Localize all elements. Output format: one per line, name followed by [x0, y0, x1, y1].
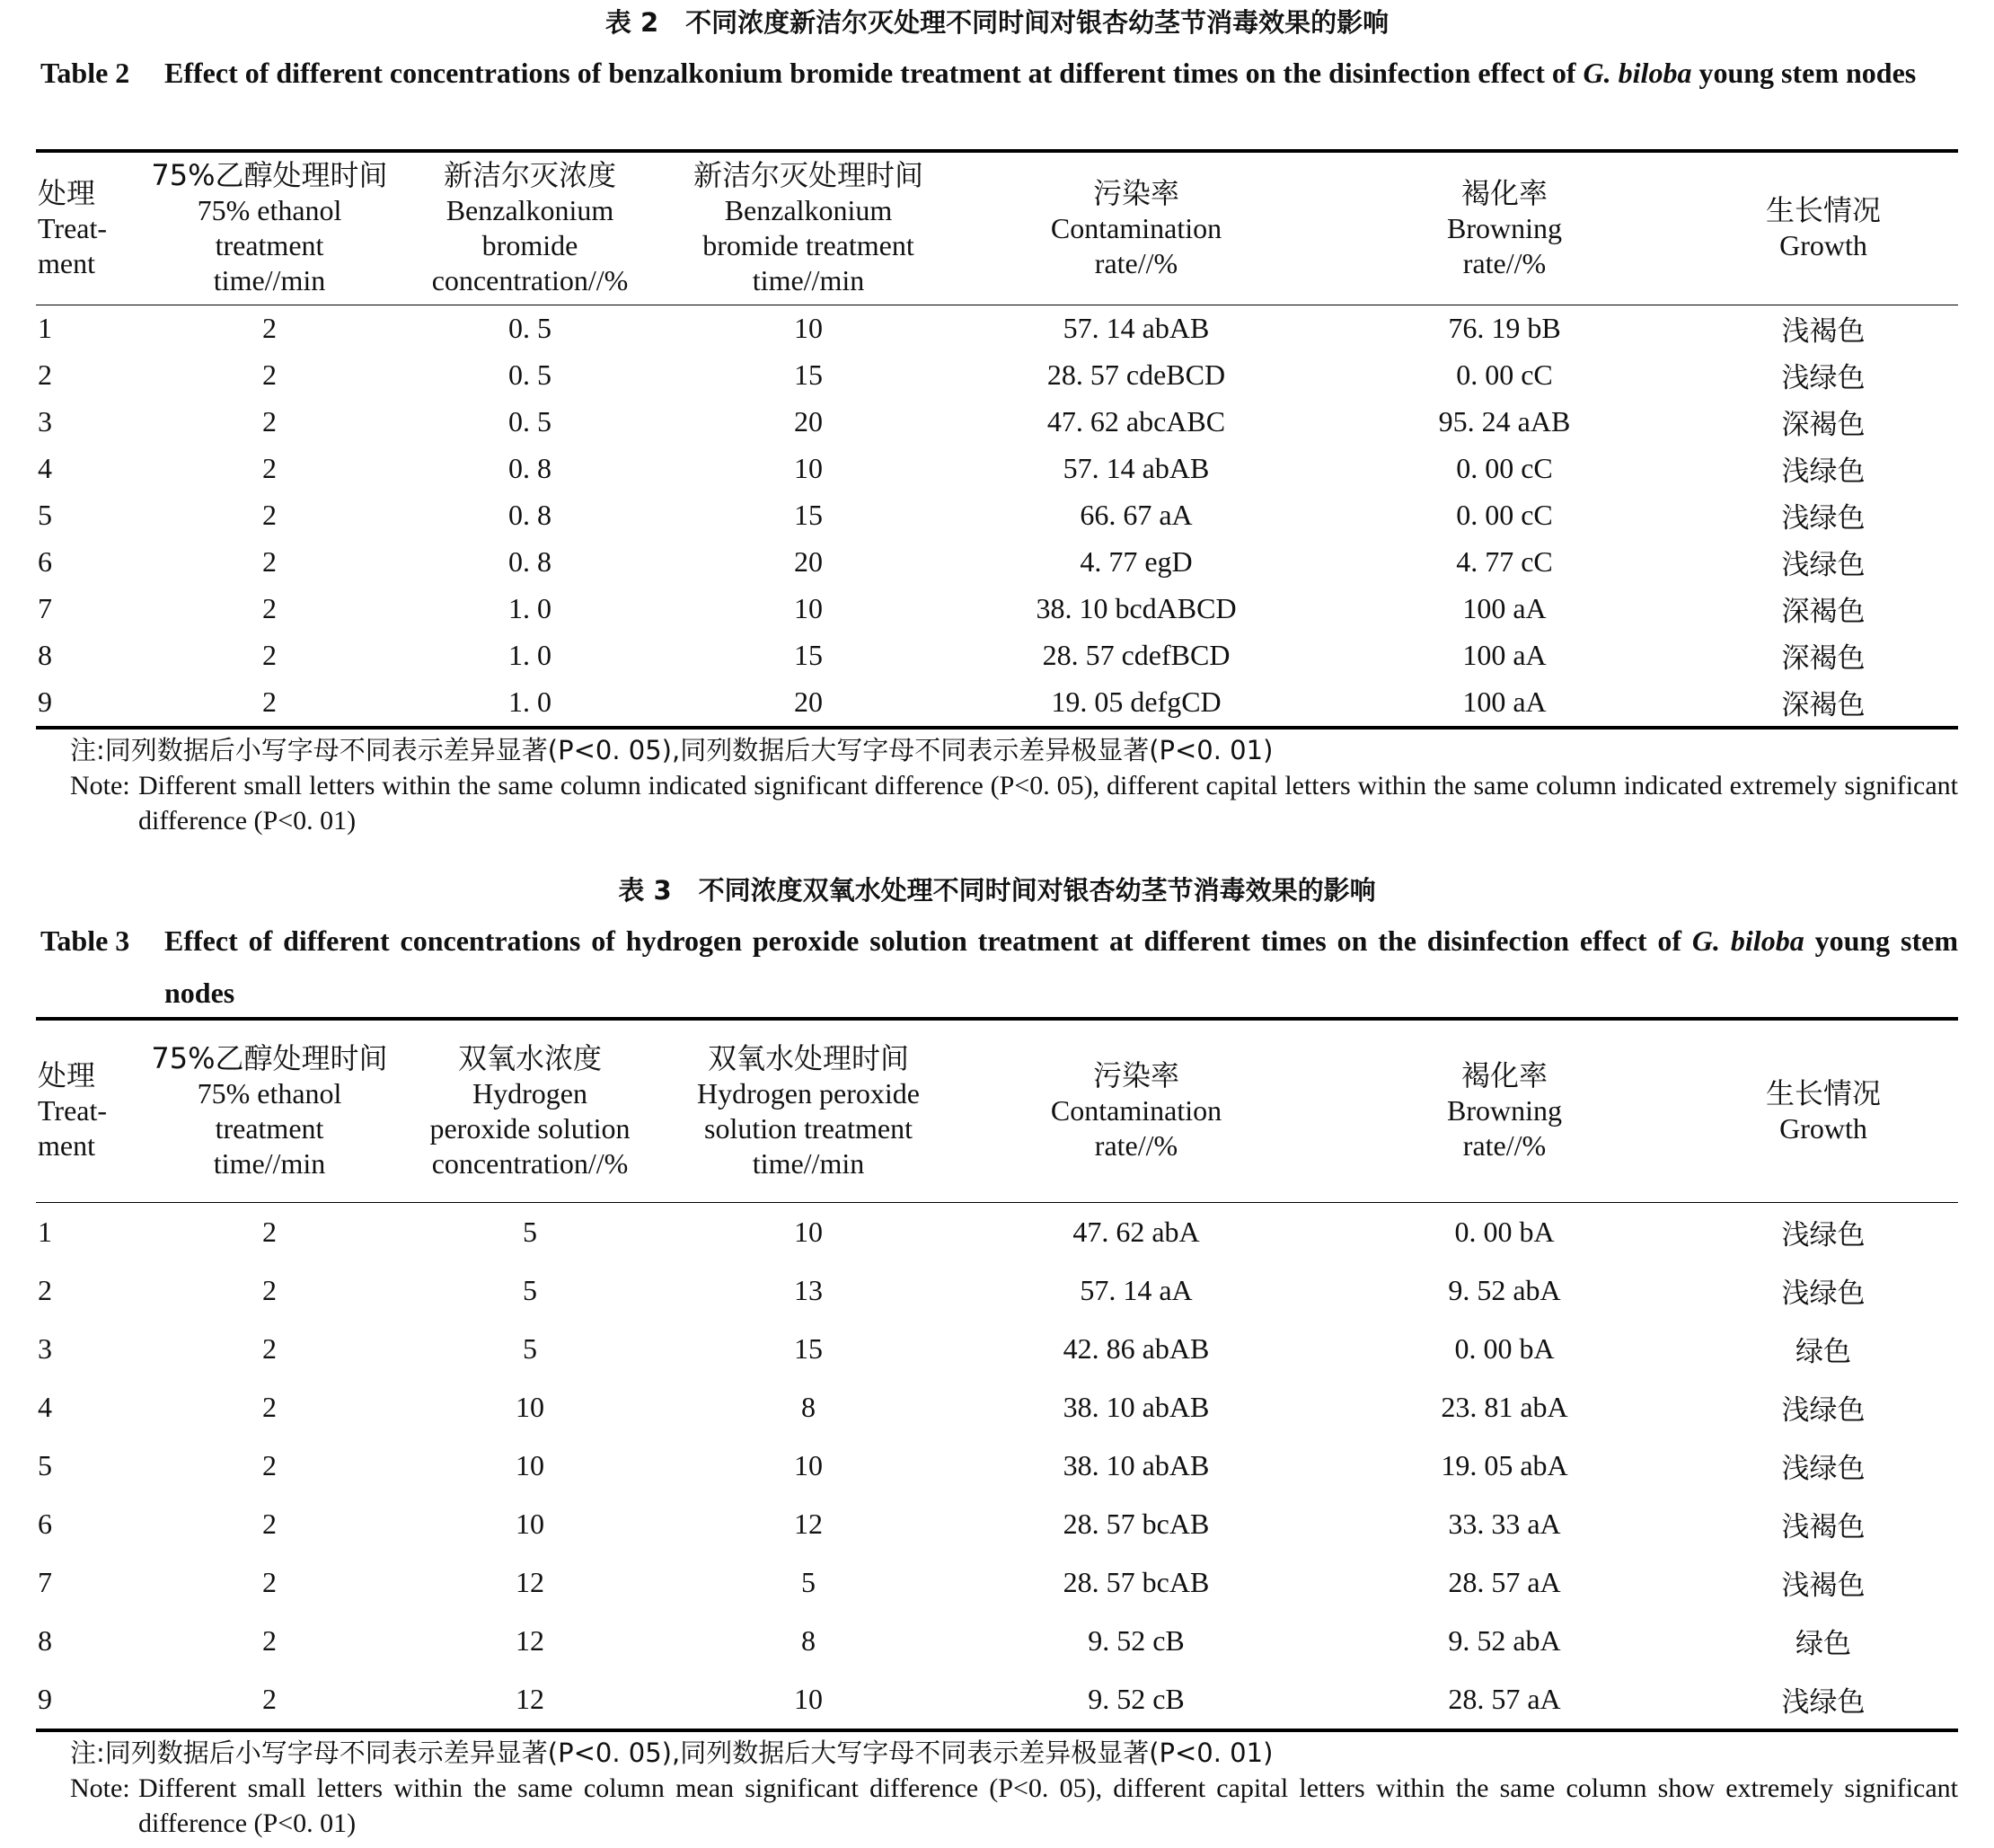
cell-concentration: 5	[523, 1331, 537, 1365]
cell-treatment: 6	[38, 545, 52, 578]
cell-contamination-rate: 38. 10 abAB	[1063, 1390, 1210, 1423]
note-label: Note:	[70, 1773, 130, 1803]
cell-treatment: 8	[38, 1623, 52, 1657]
cell-concentration: 12	[516, 1623, 544, 1657]
header-line: Browning	[1447, 1094, 1562, 1127]
cell-treatment-time: 20	[794, 685, 823, 718]
cell-ethanol-time: 2	[262, 499, 277, 531]
header-line: rate//%	[1462, 246, 1547, 279]
header-line: 新洁尔灭处理时间	[693, 158, 923, 193]
header-line: Contamination	[1050, 211, 1222, 244]
cell-ethanol-time: 2	[262, 452, 277, 484]
header-line: time//min	[213, 1146, 326, 1180]
cell-treatment-time: 8	[801, 1390, 816, 1423]
cell-ethanol-time: 2	[262, 312, 277, 344]
header-line: 新洁尔灭浓度	[443, 158, 616, 193]
header-line: time//min	[752, 1146, 865, 1180]
note-label: Note:	[70, 770, 130, 800]
cell-browning-rate: 100 aA	[1462, 592, 1547, 624]
cell-growth: 浅绿色	[1781, 1452, 1866, 1485]
table-2-note	[36, 733, 1958, 838]
header-line: ment	[38, 1129, 95, 1163]
species-name: G. biloba	[1691, 924, 1804, 957]
cell-growth: 浅绿色	[1781, 502, 1866, 535]
cell-treatment: 5	[38, 499, 52, 531]
header-line: Benzalkonium	[446, 194, 614, 227]
header-line: Hydrogen peroxide	[697, 1076, 920, 1110]
cell-growth: 浅绿色	[1781, 1393, 1866, 1427]
table-3-section	[36, 868, 1958, 1841]
cell-growth: 浅绿色	[1781, 549, 1866, 581]
table-body	[36, 305, 1958, 728]
header-growth	[1689, 151, 1958, 305]
cell-treatment: 6	[38, 1507, 52, 1540]
cell-ethanol-time: 2	[262, 1565, 277, 1598]
header-line: 生长情况	[1765, 1075, 1881, 1110]
table-row	[36, 352, 1958, 399]
cell-treatment-time: 13	[794, 1273, 823, 1306]
cell-treatment: 7	[38, 1565, 52, 1598]
table-row	[36, 305, 1958, 352]
table-row	[36, 1378, 1958, 1437]
header-line: ment	[38, 246, 95, 279]
header-concentration	[395, 1019, 665, 1202]
cell-contamination-rate: 57. 14 aA	[1080, 1273, 1193, 1306]
table-2-section	[36, 0, 1958, 838]
table-2-chinese-label: 表 2	[604, 7, 659, 38]
cell-treatment-time: 10	[794, 312, 823, 344]
cell-browning-rate: 19. 05 abA	[1441, 1448, 1568, 1481]
cell-concentration: 0. 5	[508, 358, 551, 391]
cell-treatment: 9	[38, 1682, 52, 1715]
cell-browning-rate: 33. 33 aA	[1448, 1507, 1561, 1540]
cell-growth: 浅绿色	[1781, 1218, 1866, 1251]
cell-browning-rate: 0. 00 cC	[1456, 358, 1553, 391]
header-line: Treat-	[38, 1094, 108, 1127]
table-row	[36, 1612, 1958, 1670]
cell-contamination-rate: 57. 14 abAB	[1063, 312, 1210, 344]
table-body	[36, 1202, 1958, 1730]
cell-ethanol-time: 2	[262, 685, 277, 718]
cell-treatment-time: 15	[794, 358, 823, 391]
table-row	[36, 679, 1958, 728]
table-row	[36, 632, 1958, 679]
header-line: solution treatment	[704, 1111, 913, 1145]
header-line: 75%乙醇处理时间	[151, 158, 388, 193]
cell-concentration: 12	[516, 1565, 544, 1598]
header-contamination-rate	[952, 1019, 1320, 1202]
header-line: 生长情况	[1765, 193, 1881, 228]
header-line: treatment	[215, 229, 324, 262]
header-ethanol-time	[144, 151, 395, 305]
cell-treatment: 4	[38, 452, 52, 484]
table-row	[36, 492, 1958, 539]
cell-ethanol-time: 2	[262, 1215, 277, 1248]
header-line: 褐化率	[1460, 1058, 1548, 1093]
header-line: Growth	[1779, 229, 1867, 262]
header-line: 褐化率	[1460, 175, 1548, 210]
cell-contamination-rate: 28. 57 bcAB	[1063, 1565, 1210, 1598]
cell-ethanol-time: 2	[262, 1507, 277, 1540]
cell-treatment-time: 10	[794, 452, 823, 484]
cell-ethanol-time: 2	[262, 405, 277, 438]
header-line: rate//%	[1094, 246, 1178, 279]
header-line: 处理	[38, 1058, 96, 1093]
cell-treatment: 3	[38, 1331, 52, 1365]
cell-growth: 浅绿色	[1781, 1277, 1866, 1310]
header-line: Hydrogen	[472, 1076, 587, 1110]
table-3-english-label: Table 3	[40, 924, 130, 957]
table-2-english-label: Table 2	[40, 57, 130, 89]
table-header-row	[36, 151, 1958, 305]
cell-ethanol-time: 2	[262, 1682, 277, 1715]
table-row	[36, 1553, 1958, 1612]
cell-treatment: 8	[38, 639, 52, 671]
note-english	[36, 768, 1958, 838]
cell-browning-rate: 9. 52 abA	[1448, 1623, 1561, 1657]
table-row	[36, 1437, 1958, 1495]
header-line: Browning	[1447, 211, 1562, 244]
table-2-chinese-caption	[36, 0, 1958, 45]
table-3-chinese-title: 不同浓度双氧水处理不同时间对银杏幼茎节消毒效果的影响	[698, 875, 1376, 906]
cell-growth: 深褐色	[1781, 409, 1866, 441]
cell-concentration: 5	[523, 1273, 537, 1306]
header-line: Growth	[1779, 1111, 1867, 1145]
cell-contamination-rate: 47. 62 abcABC	[1046, 405, 1226, 438]
header-ethanol-time	[144, 1019, 395, 1202]
cell-treatment-time: 15	[794, 639, 823, 671]
header-browning-rate	[1320, 151, 1689, 305]
header-line: 双氧水处理时间	[707, 1040, 909, 1075]
header-line: Benzalkonium	[724, 194, 893, 227]
cell-treatment: 2	[38, 358, 52, 391]
cell-treatment: 9	[38, 685, 52, 718]
cell-treatment-time: 15	[794, 1331, 823, 1365]
header-line: 双氧水浓度	[457, 1040, 602, 1075]
cell-browning-rate: 0. 00 cC	[1456, 452, 1553, 484]
cell-growth: 浅绿色	[1781, 1685, 1866, 1719]
cell-treatment-time: 8	[801, 1623, 816, 1657]
cell-concentration: 5	[523, 1215, 537, 1248]
cell-browning-rate: 28. 57 aA	[1448, 1682, 1561, 1715]
species-name: G. biloba	[1583, 57, 1692, 89]
table-3	[36, 1017, 1958, 1732]
header-line: 污染率	[1092, 175, 1179, 210]
cell-treatment-time: 20	[794, 545, 823, 578]
header-treatment	[36, 151, 144, 305]
cell-treatment: 1	[38, 1215, 52, 1248]
title-text: Effect of different concentrations of benzalkonium bromide treatment at different times on the disinfection effect of	[164, 57, 1584, 89]
table-3-note	[36, 1736, 1958, 1841]
cell-browning-rate: 100 aA	[1462, 639, 1547, 671]
cell-ethanol-time: 2	[262, 545, 277, 578]
table-row	[36, 586, 1958, 632]
cell-contamination-rate: 66. 67 aA	[1080, 499, 1193, 531]
table-3-chinese-caption	[36, 868, 1958, 913]
cell-contamination-rate: 9. 52 cB	[1088, 1682, 1185, 1715]
table-row	[36, 1495, 1958, 1553]
cell-browning-rate: 28. 57 aA	[1448, 1565, 1561, 1598]
cell-treatment-time: 10	[794, 592, 823, 624]
header-contamination-rate	[952, 151, 1320, 305]
cell-contamination-rate: 42. 86 abAB	[1063, 1331, 1210, 1365]
cell-growth: 绿色	[1795, 1335, 1851, 1368]
header-line: rate//%	[1094, 1129, 1178, 1163]
cell-browning-rate: 100 aA	[1462, 685, 1547, 718]
table-header-row	[36, 1019, 1958, 1202]
table-row	[36, 1320, 1958, 1378]
title-text: young stem nodes	[1691, 57, 1917, 89]
cell-growth: 浅绿色	[1781, 362, 1866, 394]
header-line: 75%乙醇处理时间	[151, 1040, 388, 1075]
cell-treatment-time: 10	[794, 1215, 823, 1248]
header-line: bromide treatment	[702, 229, 914, 262]
header-treatment-time	[665, 1019, 952, 1202]
cell-growth: 绿色	[1795, 1627, 1851, 1660]
cell-contamination-rate: 57. 14 abAB	[1063, 452, 1210, 484]
header-line: peroxide solution	[429, 1111, 631, 1145]
header-line: Treat-	[38, 211, 108, 244]
cell-concentration: 1. 0	[508, 685, 551, 718]
cell-ethanol-time: 2	[262, 1273, 277, 1306]
cell-contamination-rate: 28. 57 cdefBCD	[1042, 639, 1231, 671]
cell-browning-rate: 4. 77 cC	[1456, 545, 1553, 578]
cell-growth: 浅褐色	[1781, 1569, 1866, 1602]
title-text: young stem nodes	[164, 924, 1959, 1009]
cell-concentration: 0. 5	[508, 405, 551, 438]
header-line: 处理	[38, 175, 96, 210]
cell-concentration: 10	[516, 1448, 544, 1481]
cell-browning-rate: 0. 00 cC	[1456, 499, 1553, 531]
cell-growth: 浅褐色	[1781, 315, 1866, 348]
header-browning-rate	[1320, 1019, 1689, 1202]
header-line: 75% ethanol	[197, 194, 342, 227]
header-line: bromide	[481, 229, 578, 262]
cell-contamination-rate: 38. 10 bcdABCD	[1036, 592, 1237, 624]
cell-browning-rate: 23. 81 abA	[1441, 1390, 1568, 1423]
cell-contamination-rate: 47. 62 abA	[1072, 1215, 1200, 1248]
note-chinese: 注:同列数据后小写字母不同表示差异显著(P<0. 05),同列数据后大写字母不同表示差异极显著(P<0. 01)	[70, 734, 1274, 765]
cell-treatment: 1	[38, 312, 52, 344]
cell-concentration: 0. 8	[508, 452, 551, 484]
cell-concentration: 12	[516, 1682, 544, 1715]
header-line: time//min	[752, 264, 865, 297]
cell-ethanol-time: 2	[262, 1390, 277, 1423]
cell-treatment: 2	[38, 1273, 52, 1306]
cell-treatment-time: 5	[801, 1565, 816, 1598]
header-treatment	[36, 1019, 144, 1202]
cell-treatment-time: 10	[794, 1682, 823, 1715]
note-text: Different small letters within the same column mean significant difference (P<0. 05), different capital letters within the same column show extremely significant difference (P<0. 01)	[138, 1773, 1958, 1838]
header-concentration	[395, 151, 665, 305]
cell-treatment: 5	[38, 1448, 52, 1481]
header-line: 污染率	[1092, 1058, 1179, 1093]
cell-contamination-rate: 38. 10 abAB	[1063, 1448, 1210, 1481]
cell-concentration: 0. 8	[508, 545, 551, 578]
note-english	[36, 1771, 1958, 1841]
cell-treatment-time: 15	[794, 499, 823, 531]
table-row	[36, 1202, 1958, 1261]
cell-ethanol-time: 2	[262, 1331, 277, 1365]
header-growth	[1689, 1019, 1958, 1202]
cell-growth: 浅绿色	[1781, 455, 1866, 488]
cell-concentration: 0. 5	[508, 312, 551, 344]
cell-ethanol-time: 2	[262, 639, 277, 671]
table-3-chinese-label: 表 3	[618, 875, 672, 906]
cell-treatment-time: 12	[794, 1507, 823, 1540]
header-line: Contamination	[1050, 1094, 1222, 1127]
header-line: time//min	[213, 264, 326, 297]
cell-contamination-rate: 9. 52 cB	[1088, 1623, 1185, 1657]
table-3-english-title	[164, 915, 1958, 1019]
cell-growth: 浅褐色	[1781, 1510, 1866, 1543]
cell-growth: 深褐色	[1781, 642, 1866, 675]
header-treatment-time	[665, 151, 952, 305]
cell-contamination-rate: 19. 05 defgCD	[1051, 685, 1222, 718]
header-line: rate//%	[1462, 1129, 1547, 1163]
table-row	[36, 1261, 1958, 1320]
header-line: 75% ethanol	[197, 1076, 342, 1110]
cell-concentration: 0. 8	[508, 499, 551, 531]
cell-treatment: 4	[38, 1390, 52, 1423]
cell-ethanol-time: 2	[262, 358, 277, 391]
cell-concentration: 1. 0	[508, 592, 551, 624]
header-line: treatment	[215, 1111, 324, 1145]
cell-browning-rate: 0. 00 bA	[1454, 1331, 1555, 1365]
cell-treatment: 7	[38, 592, 52, 624]
header-line: concentration//%	[431, 1146, 629, 1180]
note-chinese: 注:同列数据后小写字母不同表示差异显著(P<0. 05),同列数据后大写字母不同表示差异极显著(P<0. 01)	[70, 1737, 1274, 1768]
cell-concentration: 10	[516, 1390, 544, 1423]
title-text: Effect of different concentrations of hydrogen peroxide solution treatment at different times on the disinfection effect of	[164, 924, 1692, 957]
table-row	[36, 1670, 1958, 1730]
header-line: concentration//%	[431, 264, 629, 297]
cell-contamination-rate: 28. 57 cdeBCD	[1046, 358, 1226, 391]
cell-ethanol-time: 2	[262, 592, 277, 624]
cell-browning-rate: 95. 24 aAB	[1438, 405, 1571, 438]
table-2-chinese-title: 不同浓度新洁尔灭处理不同时间对银杏幼茎节消毒效果的影响	[685, 7, 1390, 38]
cell-concentration: 10	[516, 1507, 544, 1540]
cell-contamination-rate: 28. 57 bcAB	[1063, 1507, 1210, 1540]
cell-contamination-rate: 4. 77 egD	[1080, 545, 1193, 578]
cell-treatment-time: 10	[794, 1448, 823, 1481]
cell-ethanol-time: 2	[262, 1623, 277, 1657]
table-2-english-caption	[36, 45, 1958, 149]
cell-browning-rate: 9. 52 abA	[1448, 1273, 1561, 1306]
cell-treatment-time: 20	[794, 405, 823, 438]
table-row	[36, 399, 1958, 446]
table-row	[36, 539, 1958, 586]
cell-browning-rate: 0. 00 bA	[1454, 1215, 1555, 1248]
cell-concentration: 1. 0	[508, 639, 551, 671]
table-3-english-caption	[36, 913, 1958, 1017]
cell-treatment: 3	[38, 405, 52, 438]
note-text: Different small letters within the same column indicated significant difference (P<0. 05), different capital letters within the same column indicated extremely significant difference (P<0. 01)	[138, 770, 1958, 836]
table-2	[36, 149, 1958, 729]
table-row	[36, 446, 1958, 492]
cell-growth: 深褐色	[1781, 689, 1866, 721]
cell-browning-rate: 76. 19 bB	[1448, 312, 1561, 344]
table-2-english-title	[164, 47, 1958, 99]
cell-ethanol-time: 2	[262, 1448, 277, 1481]
cell-growth: 深褐色	[1781, 596, 1866, 628]
